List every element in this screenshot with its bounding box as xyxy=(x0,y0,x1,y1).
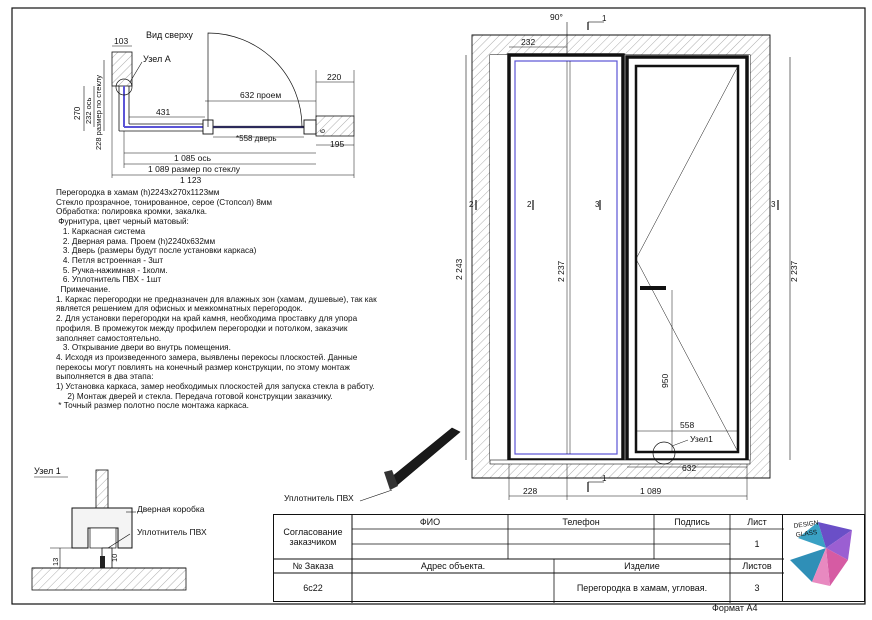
order-no-label: № Заказа xyxy=(292,561,334,571)
node1-dim-13: 13 xyxy=(51,557,60,566)
sheet-number: 1 xyxy=(754,539,760,549)
node1-glass xyxy=(96,470,108,512)
seal-profile-3d xyxy=(388,428,460,486)
note-line: 1) Установка каркаса, замер необходимых плоскостей для запуска стекла в работу. xyxy=(56,382,375,392)
plan-title: Вид сверху xyxy=(146,30,193,40)
dim-228-glass: 228 размер по стеклу xyxy=(94,75,103,150)
node1-stone xyxy=(32,568,186,590)
node1-seal xyxy=(100,556,105,568)
note-line: 1. Каркас перегородки не предназначен для влажных зон (хамам, душевые), так как является решением для офисных и межкомнатных перегородок. xyxy=(56,294,377,314)
elevation-fixed-frame xyxy=(509,55,623,460)
note-line: 4. Исходя из произведенного замера, выявлены перекосы плоскостей. Данные перекосы могут повлиять на конечный размер конструкции, по этому монтаж выполняется в два этапа: xyxy=(56,352,358,382)
note-line: 2. Дверная рама. Проем (h)2240х632мм xyxy=(56,236,216,246)
title-block xyxy=(273,514,783,602)
note-line: 3. Дверь (размеры будут после установки каркаса) xyxy=(56,246,257,256)
sec3-mid: 3 xyxy=(595,200,600,209)
node1-dim-10: 10 xyxy=(110,553,119,562)
note-line: Стекло прозрачное, тонированное, серое (Стопсол) 8мм xyxy=(56,197,273,207)
sec1-bottom: 1 xyxy=(602,474,607,483)
seal-callout-label: Уплотнитель ПВХ xyxy=(284,493,354,503)
elevation-door-handle xyxy=(640,286,666,290)
sec2-mid: 2 xyxy=(527,200,532,209)
format-label: Формат А4 xyxy=(712,603,758,613)
dim-632-opening: 632 проем xyxy=(240,90,282,100)
dim-103: 103 xyxy=(114,36,129,46)
seal-callout xyxy=(284,428,460,503)
dim-270: 270 xyxy=(73,106,82,120)
sheets-count: 3 xyxy=(754,583,760,593)
note-line: 4. Петля встроенная - 3шт xyxy=(56,255,164,265)
elevation-view xyxy=(454,12,799,500)
sec3-right: 3 xyxy=(771,200,776,209)
note-line: * Точный размер полотно после монтажа каркаса. xyxy=(56,401,249,411)
logo-text-2: GLASS xyxy=(795,529,818,539)
dim-1089-glass: 1 089 размер по стеклу xyxy=(148,164,241,174)
dim-6: 6 xyxy=(320,129,327,133)
dim-2243: 2 243 xyxy=(454,258,464,280)
sheet-header: Лист xyxy=(747,517,767,527)
dim-1123: 1 123 xyxy=(180,175,202,185)
note-line: Перегородка в хамам (h)2243х270х1123мм xyxy=(56,188,220,197)
specification-notes xyxy=(56,188,386,411)
dim-232-axis: 232 ось xyxy=(84,97,93,124)
sec2-left: 2 xyxy=(469,200,474,209)
note-line: Примечание. xyxy=(56,285,111,295)
note-line: 2) Монтаж дверей и стекла. Передача готовой конструкции заказчику. xyxy=(56,391,333,401)
note-line: Фурнитура, цвет черный матовый: xyxy=(56,217,189,227)
note-line: 3. Открывание двери во внутрь помещения. xyxy=(56,343,231,353)
dim-1089: 1 089 xyxy=(640,486,662,496)
dim-632: 632 xyxy=(682,463,697,473)
node1-detail xyxy=(32,466,207,590)
dim-431: 431 xyxy=(156,107,171,117)
dim-950: 950 xyxy=(660,373,670,388)
dim-1085-axis: 1 085 ось xyxy=(174,153,212,163)
dim-558-door: *558 дверь xyxy=(236,134,277,143)
node1-title: Узел 1 xyxy=(34,466,61,476)
dim-220: 220 xyxy=(327,72,342,82)
note-line: 6. Уплотнитель ПВХ - 1шт xyxy=(56,275,162,285)
node-a-label: Узел А xyxy=(143,54,171,64)
logo-text-1: DESIGN xyxy=(793,519,819,530)
dim-228: 228 xyxy=(523,486,538,496)
angle-label: 90° xyxy=(550,12,563,22)
product-value: Перегородка в хамам, угловая. xyxy=(576,583,708,593)
signature-header: Подпись xyxy=(674,517,710,527)
dim-195: 195 xyxy=(330,139,345,149)
dim-232-top: 232 xyxy=(521,37,536,47)
dim-2237-right: 2 237 xyxy=(789,260,799,282)
sheets-label: Листов xyxy=(742,561,772,571)
logo-cell xyxy=(783,514,865,602)
product-label: Изделие xyxy=(624,561,660,571)
note-line: 2. Для установки перегородки на край камня, необходима проставку для упора профиля. В промежуток между профилем перегородки и потолком, заказчик заполняет самостоятельно. xyxy=(56,314,358,343)
phone-header: Телефон xyxy=(562,517,600,527)
node1-door-box-label: Дверная коробка xyxy=(137,504,205,514)
order-number: 6с22 xyxy=(303,583,323,593)
node1-seal-label: Уплотнитель ПВХ xyxy=(137,527,207,537)
plan-door-swing xyxy=(208,33,302,127)
note-line: 5. Ручка-нажимная - 1колм. xyxy=(56,265,168,275)
elevation-door-frame xyxy=(627,57,747,460)
dim-2237-left: 2 237 xyxy=(556,260,566,282)
address-label: Адрес объекта. xyxy=(420,561,486,571)
approval-label: Согласование заказчиком xyxy=(283,527,343,547)
dim-558: 558 xyxy=(680,420,695,430)
note-line: Обработка: полировка кромки, закалка. xyxy=(56,207,208,217)
node1-callout: Узел1 xyxy=(690,434,713,444)
fio-header: ФИО xyxy=(419,517,441,527)
note-line: 1. Каркасная система xyxy=(56,226,146,236)
plan-view xyxy=(73,30,354,185)
sec1-top: 1 xyxy=(602,14,607,23)
